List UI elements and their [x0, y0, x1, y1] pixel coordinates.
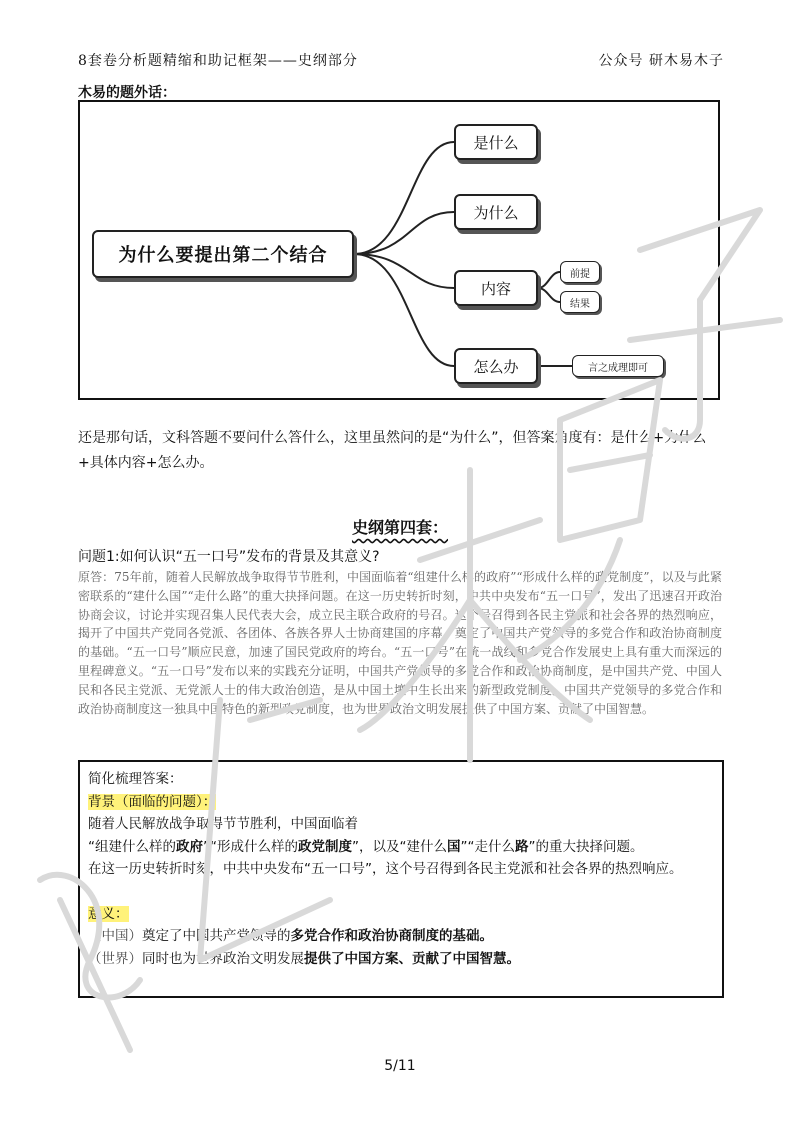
bg-text: ”“走什么 [460, 838, 515, 855]
bg-key-government: 政府 [176, 838, 203, 855]
simplified-heading: 简化梳理答案： [88, 771, 183, 787]
significance-label: 意义： [88, 905, 129, 922]
bg-text: “组建什么样的 [88, 838, 176, 855]
original-answer: 原答：75年前，随着人民解放战争取得节节胜利，中国面临着“组建什么样的政府”“形成什么样的政党制度”，以及与此紧密联系的“建什么国”“走什么路”的重大抉择问题。在这一历史转折时刻，中共中央发布“五一口号”，发出了迅速召开政治协商会议，讨论并实现召集人民代表大会，成立民主联合政府的号召。这个号召得到各民主党派和社会各界的热烈响应，揭开了中国共产党同各党派、各团体、各族各界人士协商建国的序幕，奠定了中国共产党领导的多党合作和政治协商制度的基础。“五一口号”顺应民意，加速了国民党政府的垮台。“五一口号”在统一战线和多党合作发展史上具有重大而深远的里程碑意义。“五一口号”发布以来的实践充分证明，中国共产党领导的多党合作和政治协商制度，是中国共产党、中国人民和各民主党派、无党派人士的伟大政治创造，是从中国土壤中生长出来的新型政党制度。中国共产党领导的多党合作和政治协商制度这一独具中国特色的新型政党制度，也为世界政治文明发展提供了中国方案、贡献了中国智慧。 [78, 570, 722, 716]
mindmap-node-premise: 前提 [560, 261, 600, 283]
bg-text: ”的重大抉择问题。 [528, 838, 644, 855]
section-title [0, 515, 800, 538]
author-comment: 还是那句话，文科答题不要问什么答什么，这里虽然问的是“为什么”，但答案角度有：是什么+为什么+具体内容+怎么办。 [78, 430, 707, 471]
question-1: 问题1:如何认识“五一口号”发布的背景及其意义? [78, 549, 380, 565]
page-number: 5/11 [384, 1058, 416, 1074]
sig-key: 提供了中国方案、贡献了中国智慧。 [304, 950, 520, 967]
mindmap-node-content: 内容 [454, 270, 538, 306]
background-line-3: 在这一历史转折时刻，中共中央发布“五一口号”，这个号召得到各民主党派和社会各界的热烈响应。 [88, 861, 683, 877]
sig-key: 多党合作和政治协商制度的基础。 [290, 928, 493, 944]
mindmap [78, 100, 720, 400]
mindmap-node-result: 结果 [560, 291, 600, 313]
mindmap-node-why: 为什么 [454, 194, 538, 230]
header-title: 8套卷分析题精缩和助记框架——史纲部分 [78, 53, 358, 69]
aside-title: 木易的题外话： [78, 85, 176, 101]
mindmap-node-reasonable: 言之成理即可 [572, 355, 664, 377]
significance-world [88, 948, 714, 971]
bg-key-country: 国 [447, 838, 461, 855]
bg-key-road: 路 [515, 838, 529, 855]
bg-key-party-system: 政党制度 [298, 838, 352, 855]
background-label: 背景（面临的问题）： [88, 793, 217, 810]
significance-china [88, 925, 714, 948]
tag-china: （中国） [88, 928, 142, 944]
mindmap-node-what: 是什么 [454, 124, 538, 160]
mindmap-node-how: 怎么办 [454, 348, 538, 384]
tag-world: （世界） [88, 950, 142, 967]
bg-text: ”，以及“建什么 [352, 838, 447, 855]
section-title-text: 史纲第四套： [351, 518, 448, 537]
header-account: 公众号 研木易木子 [598, 53, 724, 69]
sig-text: 同时也为世界政治文明发展 [142, 950, 304, 967]
bg-text: ”“形成什么样的 [203, 838, 298, 855]
background-line-2 [88, 836, 714, 859]
simplified-answer-box [78, 760, 724, 998]
sig-text: 奠定了中国共产党领导的 [142, 928, 291, 944]
background-line-1: 随着人民解放战争取得节节胜利，中国面临着 [88, 816, 358, 832]
mindmap-root-node: 为什么要提出第二个结合 [92, 230, 354, 278]
